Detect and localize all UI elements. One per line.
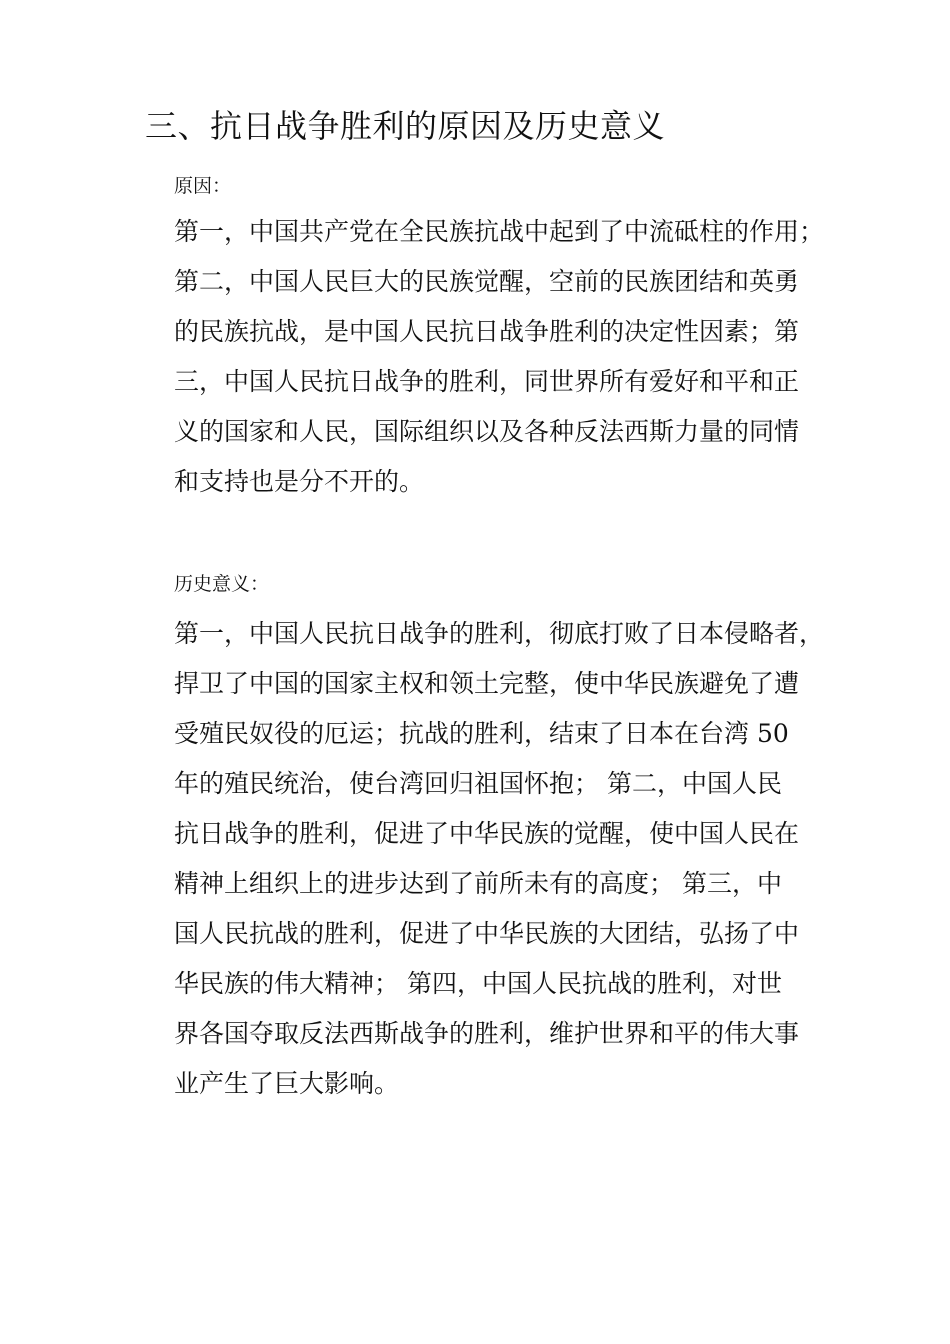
significance-paragraph bbox=[174, 609, 825, 1109]
significance-line: 业产生了巨大影响。 bbox=[174, 1069, 400, 1098]
reasons-label: 原因： bbox=[174, 175, 232, 197]
reasons-line: 三，中国人民抗日战争的胜利，同世界所有爱好和平和正 bbox=[174, 367, 800, 396]
significance-line: 受殖民奴役的厄运；抗战的胜利，结束了日本在台湾 50 bbox=[174, 719, 789, 748]
significance-line: 第一，中国人民抗日战争的胜利，彻底打败了日本侵略者， bbox=[174, 619, 825, 648]
significance-line: 捍卫了中国的国家主权和领土完整，使中华民族避免了遭 bbox=[174, 669, 800, 698]
significance-line: 精神上组织上的进步达到了前所未有的高度； 第三，中 bbox=[174, 869, 782, 898]
reasons-line: 第二，中国人民巨大的民族觉醒，空前的民族团结和英勇 bbox=[174, 267, 800, 296]
significance-line: 年的殖民统治，使台湾回归祖国怀抱； 第二，中国人民 bbox=[174, 769, 782, 798]
reasons-line: 第一，中国共产党在全民族抗战中起到了中流砥柱的作用； bbox=[174, 217, 825, 246]
significance-line: 国人民抗战的胜利，促进了中华民族的大团结，弘扬了中 bbox=[174, 919, 800, 948]
significance-line: 华民族的伟大精神； 第四，中国人民抗战的胜利，对世 bbox=[174, 969, 782, 998]
significance-line: 抗日战争的胜利，促进了中华民族的觉醒，使中国人民在 bbox=[174, 819, 800, 848]
section-heading: 三、抗日战争胜利的原因及历史意义 bbox=[145, 107, 666, 145]
reasons-line: 的民族抗战，是中国人民抗日战争胜利的决定性因素；第 bbox=[174, 317, 800, 346]
significance-label: 历史意义： bbox=[174, 573, 270, 595]
reasons-line: 和支持也是分不开的。 bbox=[174, 467, 425, 496]
reasons-paragraph bbox=[174, 207, 825, 507]
reasons-line: 义的国家和人民，国际组织以及各种反法西斯力量的同情 bbox=[174, 417, 800, 446]
significance-line: 界各国夺取反法西斯战争的胜利，维护世界和平的伟大事 bbox=[174, 1019, 800, 1048]
